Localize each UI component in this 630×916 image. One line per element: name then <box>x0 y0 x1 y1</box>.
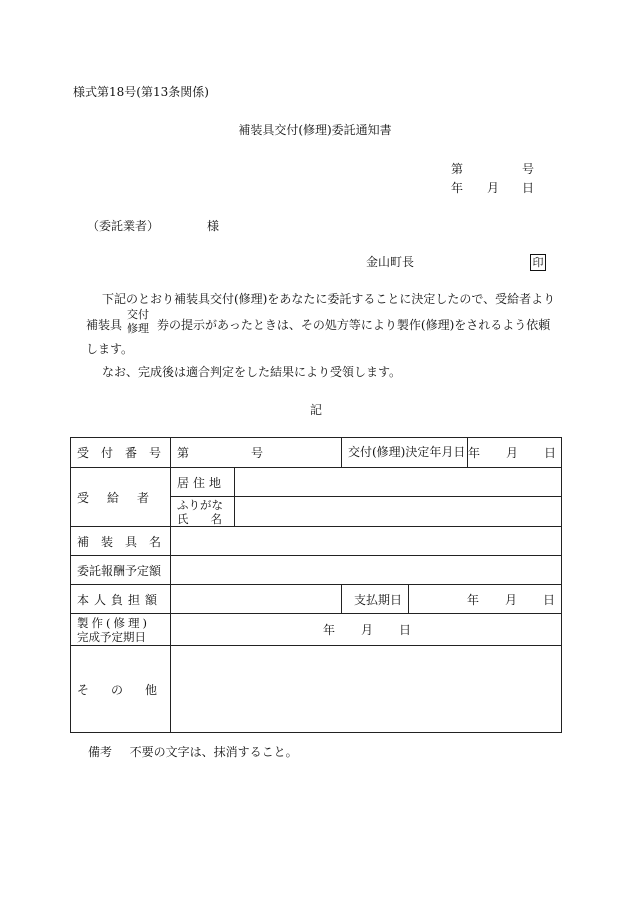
doc-date-month: 月 <box>487 181 500 195</box>
fee-value-cell[interactable] <box>171 556 562 585</box>
receipt-no-cell[interactable] <box>171 438 342 468</box>
completion-label-2: 完成予定期日 <box>77 629 146 644</box>
payment-date-value-cell[interactable] <box>409 585 562 614</box>
document-title: 補装具交付(修理)委託通知書 <box>238 123 392 137</box>
remarks <box>88 743 298 760</box>
fee-label-cell <box>71 556 171 585</box>
payment-day: 日 <box>543 592 556 607</box>
furigana-label: ふりがな <box>177 497 223 512</box>
remarks-label: 備考 <box>88 745 113 759</box>
receipt-no-label-text: 受付番号 <box>77 446 174 460</box>
row-burden <box>71 585 562 614</box>
payment-month: 月 <box>504 592 517 607</box>
other-label-cell <box>71 646 180 733</box>
burden-label: 本人負担額 <box>77 592 163 607</box>
doc-date-day: 日 <box>522 181 535 195</box>
device-label: 補装具名 <box>77 534 174 549</box>
device-label-cell <box>71 527 174 556</box>
addressee-honorific: 様 <box>207 219 220 233</box>
row-fee <box>71 556 562 585</box>
completion-month: 月 <box>361 623 374 637</box>
completion-day: 日 <box>399 623 412 637</box>
doc-date-year: 年 <box>451 181 464 195</box>
issuer-title: 金山町長 <box>366 255 415 269</box>
device-value-cell[interactable] <box>171 527 562 556</box>
receipt-no-prefix: 第 <box>177 446 190 460</box>
receipt-no-label <box>77 444 174 461</box>
form-number: 様式第18号(第13条関係) <box>73 85 209 99</box>
other-label: その他 <box>77 682 180 697</box>
decision-day: 日 <box>544 446 557 460</box>
doc-no-prefix: 第 <box>451 162 464 176</box>
other-value-cell[interactable] <box>171 646 562 733</box>
seal-mark: 印 <box>530 254 546 271</box>
addressee-name: （委託業者） <box>87 219 160 233</box>
burden-value-cell[interactable] <box>171 585 342 614</box>
name-label: 氏名 <box>177 511 244 526</box>
commission-table <box>70 437 562 733</box>
body-line-2-prefix: 補装具 <box>86 318 123 332</box>
burden-label-cell <box>71 585 171 614</box>
address-value-cell[interactable] <box>235 468 562 497</box>
completion-label-1: 製作(修理) <box>77 615 150 630</box>
body-line-1: 下記のとおり補装具交付(修理)をあなたに委託することに決定したので、受給者より <box>102 292 556 306</box>
stack-repair: 修理 <box>127 322 149 335</box>
body-line-2-suffix: 券の提示があったときは、その処方等により製作(修理)をされるよう依頼 <box>157 318 551 332</box>
row-receipt <box>71 438 562 468</box>
recipient-label: 受給者 <box>77 490 168 505</box>
payment-year: 年 <box>466 592 479 607</box>
payment-date-label-cell <box>342 585 409 614</box>
completion-label-cell <box>71 614 171 646</box>
stack-grant: 交付 <box>127 308 149 321</box>
row-address <box>71 468 562 497</box>
address-label-cell <box>171 468 235 497</box>
receipt-no-suffix: 号 <box>250 446 263 460</box>
ki-heading: 記 <box>310 403 323 417</box>
doc-no-suffix: 号 <box>522 162 535 176</box>
decision-date-value[interactable] <box>468 444 562 461</box>
completion-value-cell[interactable] <box>171 614 562 646</box>
row-device <box>71 527 562 556</box>
fee-label: 委託報酬予定額 <box>77 563 162 578</box>
receipt-no-label-cell <box>71 438 174 468</box>
row-other <box>71 646 562 733</box>
name-value-cell[interactable] <box>235 497 562 527</box>
decision-date-cell <box>342 438 562 468</box>
grant-repair-stack <box>127 308 151 336</box>
recipient-label-cell <box>71 468 171 527</box>
decision-month: 月 <box>506 446 519 460</box>
completion-year: 年 <box>323 623 336 637</box>
decision-date-label: 交付(修理)決定年月日 <box>342 438 468 467</box>
decision-year: 年 <box>468 446 481 460</box>
body-line-3: します。 <box>86 342 134 356</box>
body-line-4: なお、完成後は適合判定をした結果により受領します。 <box>102 365 402 379</box>
payment-date-label: 支払期日 <box>353 592 402 607</box>
name-label-cell <box>171 497 244 527</box>
row-completion <box>71 614 562 646</box>
address-label: 居住地 <box>177 475 226 490</box>
remarks-text: 不要の文字は、抹消すること。 <box>129 745 298 759</box>
